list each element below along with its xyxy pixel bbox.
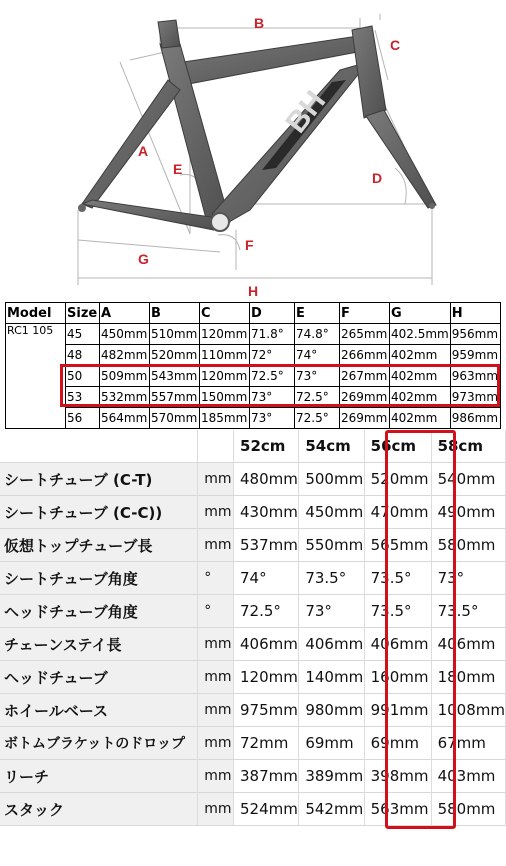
spec-row-label: シートチューブ角度 [0,562,198,595]
geometry-cell: 402mm [390,345,451,366]
spec-cell: 73.5° [364,595,431,628]
geometry-cell: 74° [295,345,340,366]
geometry-header-cell: A [100,303,150,324]
spec-row-label: ヘッドチューブ [0,661,198,694]
brand-logo [262,80,346,170]
spec-row-label: ホイールベース [0,694,198,727]
geometry-cell: 185mm [200,408,250,429]
geometry-cell: 120mm [200,366,250,387]
geometry-cell: 402mm [390,387,451,408]
geometry-cell: 48 [66,345,100,366]
geometry-header-row [6,303,501,324]
geometry-row [6,324,501,345]
spec-cell: 470mm [364,496,431,529]
geometry-table [5,302,501,429]
geometry-cell: 50 [66,366,100,387]
spec-cell: 69mm [364,727,431,760]
geometry-cell: 269mm [340,387,390,408]
spec-row [0,496,506,529]
geometry-cell: 266mm [340,345,390,366]
dimension-label-h: H [248,283,259,299]
spec-cell: 73° [299,595,364,628]
geometry-cell: 265mm [340,324,390,345]
geometry-cell: 959mm [450,345,500,366]
geometry-cell: 56 [66,408,100,429]
geometry-cell: 402.5mm [390,324,451,345]
spec-row-label: 仮想トップチューブ長 [0,529,198,562]
geometry-header-cell: H [450,303,500,324]
spec-cell: 1008mm [431,694,505,727]
spec-row-unit: ° [198,595,234,628]
spec-row-unit: mm [198,760,234,793]
geometry-cell: 72° [250,345,295,366]
spec-cell: 520mm [364,463,431,496]
dimension-label-b: B [254,15,265,31]
geometry-cell: 74.8° [295,324,340,345]
spec-row-unit: mm [198,529,234,562]
geometry-cell: 402mm [390,408,451,429]
geometry-cell: 402mm [390,366,451,387]
spec-cell: 406mm [234,628,299,661]
spec-cell: 398mm [364,760,431,793]
dimension-label-c: C [390,37,401,53]
geometry-cell: 482mm [100,345,150,366]
geometry-cell: 72.5° [295,387,340,408]
spec-cell: 120mm [234,661,299,694]
spec-cell: 540mm [431,463,505,496]
spec-cell: 72.5° [234,595,299,628]
spec-cell: 524mm [234,793,299,826]
dimension-label-d: D [372,170,383,186]
spec-cell: 563mm [364,793,431,826]
geometry-cell: 557mm [150,387,200,408]
size-header: 52cm [234,430,299,463]
spec-row-unit: mm [198,628,234,661]
spec-cell: 74° [234,562,299,595]
spec-row-label: シートチューブ (C-T) [0,463,198,496]
geometry-cell: 509mm [100,366,150,387]
geometry-cell: 520mm [150,345,200,366]
geometry-header-cell: E [295,303,340,324]
spec-row-label: シートチューブ (C-C)) [0,496,198,529]
size-header: 56cm [364,430,431,463]
spec-header-row [0,430,506,463]
spec-cell: 430mm [234,496,299,529]
spec-cell: 406mm [431,628,505,661]
geometry-cell: 72.5° [295,408,340,429]
geometry-cell: 973mm [450,387,500,408]
spec-cell: 580mm [431,793,505,826]
spec-row-unit: mm [198,694,234,727]
geometry-cell: 73° [250,408,295,429]
spec-cell: 537mm [234,529,299,562]
spec-cell: 72mm [234,727,299,760]
geometry-cell: 72.5° [250,366,295,387]
geometry-row [6,366,501,387]
geometry-cell: 120mm [200,324,250,345]
spec-cell: 580mm [431,529,505,562]
geometry-cell: 956mm [450,324,500,345]
spec-row-label: スタック [0,793,198,826]
spec-row-label: チェーンステイ長 [0,628,198,661]
dimension-label-f: F [245,237,254,253]
geometry-row [6,408,501,429]
spec-row-unit: mm [198,661,234,694]
spec-row [0,529,506,562]
geometry-cell: 570mm [150,408,200,429]
spec-row-unit: mm [198,463,234,496]
geometry-cell: 986mm [450,408,500,429]
spec-row-label: ヘッドチューブ角度 [0,595,198,628]
spec-cell: 73° [431,562,505,595]
geometry-cell: 71.8° [250,324,295,345]
spec-row-unit: mm [198,727,234,760]
spec-row [0,727,506,760]
spec-cell: 403mm [431,760,505,793]
spec-row-unit: ° [198,562,234,595]
spec-cell: 406mm [299,628,364,661]
geometry-cell: 73° [295,366,340,387]
spec-row [0,595,506,628]
geometry-header-cell: D [250,303,295,324]
spec-cell: 500mm [299,463,364,496]
geometry-cell: 150mm [200,387,250,408]
geometry-header-cell: G [390,303,451,324]
spec-row-label: ボトムブラケットのドロップ [0,727,198,760]
dimension-label-g: G [138,251,149,267]
geometry-cell: 543mm [150,366,200,387]
spec-cell: 542mm [299,793,364,826]
spec-cell: 991mm [364,694,431,727]
spec-row [0,760,506,793]
geometry-row [6,387,501,408]
spec-cell: 975mm [234,694,299,727]
frame-geometry-diagram [0,0,506,300]
spec-row-unit: mm [198,793,234,826]
geometry-cell: 45 [66,324,100,345]
spec-row [0,463,506,496]
geometry-cell: 450mm [100,324,150,345]
spec-cell: 160mm [364,661,431,694]
spec-cell: 180mm [431,661,505,694]
geometry-cell: 564mm [100,408,150,429]
geometry-cell: 510mm [150,324,200,345]
spec-cell: 140mm [299,661,364,694]
geometry-cell: 963mm [450,366,500,387]
model-name: RC1 105 [6,324,66,345]
geometry-cell: 532mm [100,387,150,408]
spec-cell: 406mm [364,628,431,661]
geometry-header-cell: Size [66,303,100,324]
spec-cell: 387mm [234,760,299,793]
geometry-header-cell: Model [6,303,66,324]
spec-row [0,694,506,727]
spec-row [0,628,506,661]
spec-table [0,430,506,826]
spec-row [0,661,506,694]
spec-cell: 69mm [299,727,364,760]
svg-text:BH: BH [279,84,333,140]
dimension-label-a: A [138,143,149,159]
geometry-header-cell: C [200,303,250,324]
geometry-header-cell: B [150,303,200,324]
geometry-cell: 267mm [340,366,390,387]
spec-cell: 980mm [299,694,364,727]
spec-cell: 450mm [299,496,364,529]
geometry-cell: 110mm [200,345,250,366]
geometry-cell: 269mm [340,408,390,429]
spec-row [0,793,506,826]
spec-cell: 67mm [431,727,505,760]
geometry-cell: 53 [66,387,100,408]
spec-cell: 73.5° [364,562,431,595]
size-header: 54cm [299,430,364,463]
dimension-label-e: E [173,161,183,177]
spec-row-unit: mm [198,496,234,529]
geometry-row [6,345,501,366]
spec-cell: 480mm [234,463,299,496]
spec-cell: 565mm [364,529,431,562]
geometry-cell: 73° [250,387,295,408]
spec-row [0,562,506,595]
spec-cell: 73.5° [431,595,505,628]
spec-row-label: リーチ [0,760,198,793]
geometry-header-cell: F [340,303,390,324]
spec-cell: 550mm [299,529,364,562]
size-header: 58cm [431,430,505,463]
spec-cell: 73.5° [299,562,364,595]
spec-cell: 389mm [299,760,364,793]
spec-cell: 490mm [431,496,505,529]
